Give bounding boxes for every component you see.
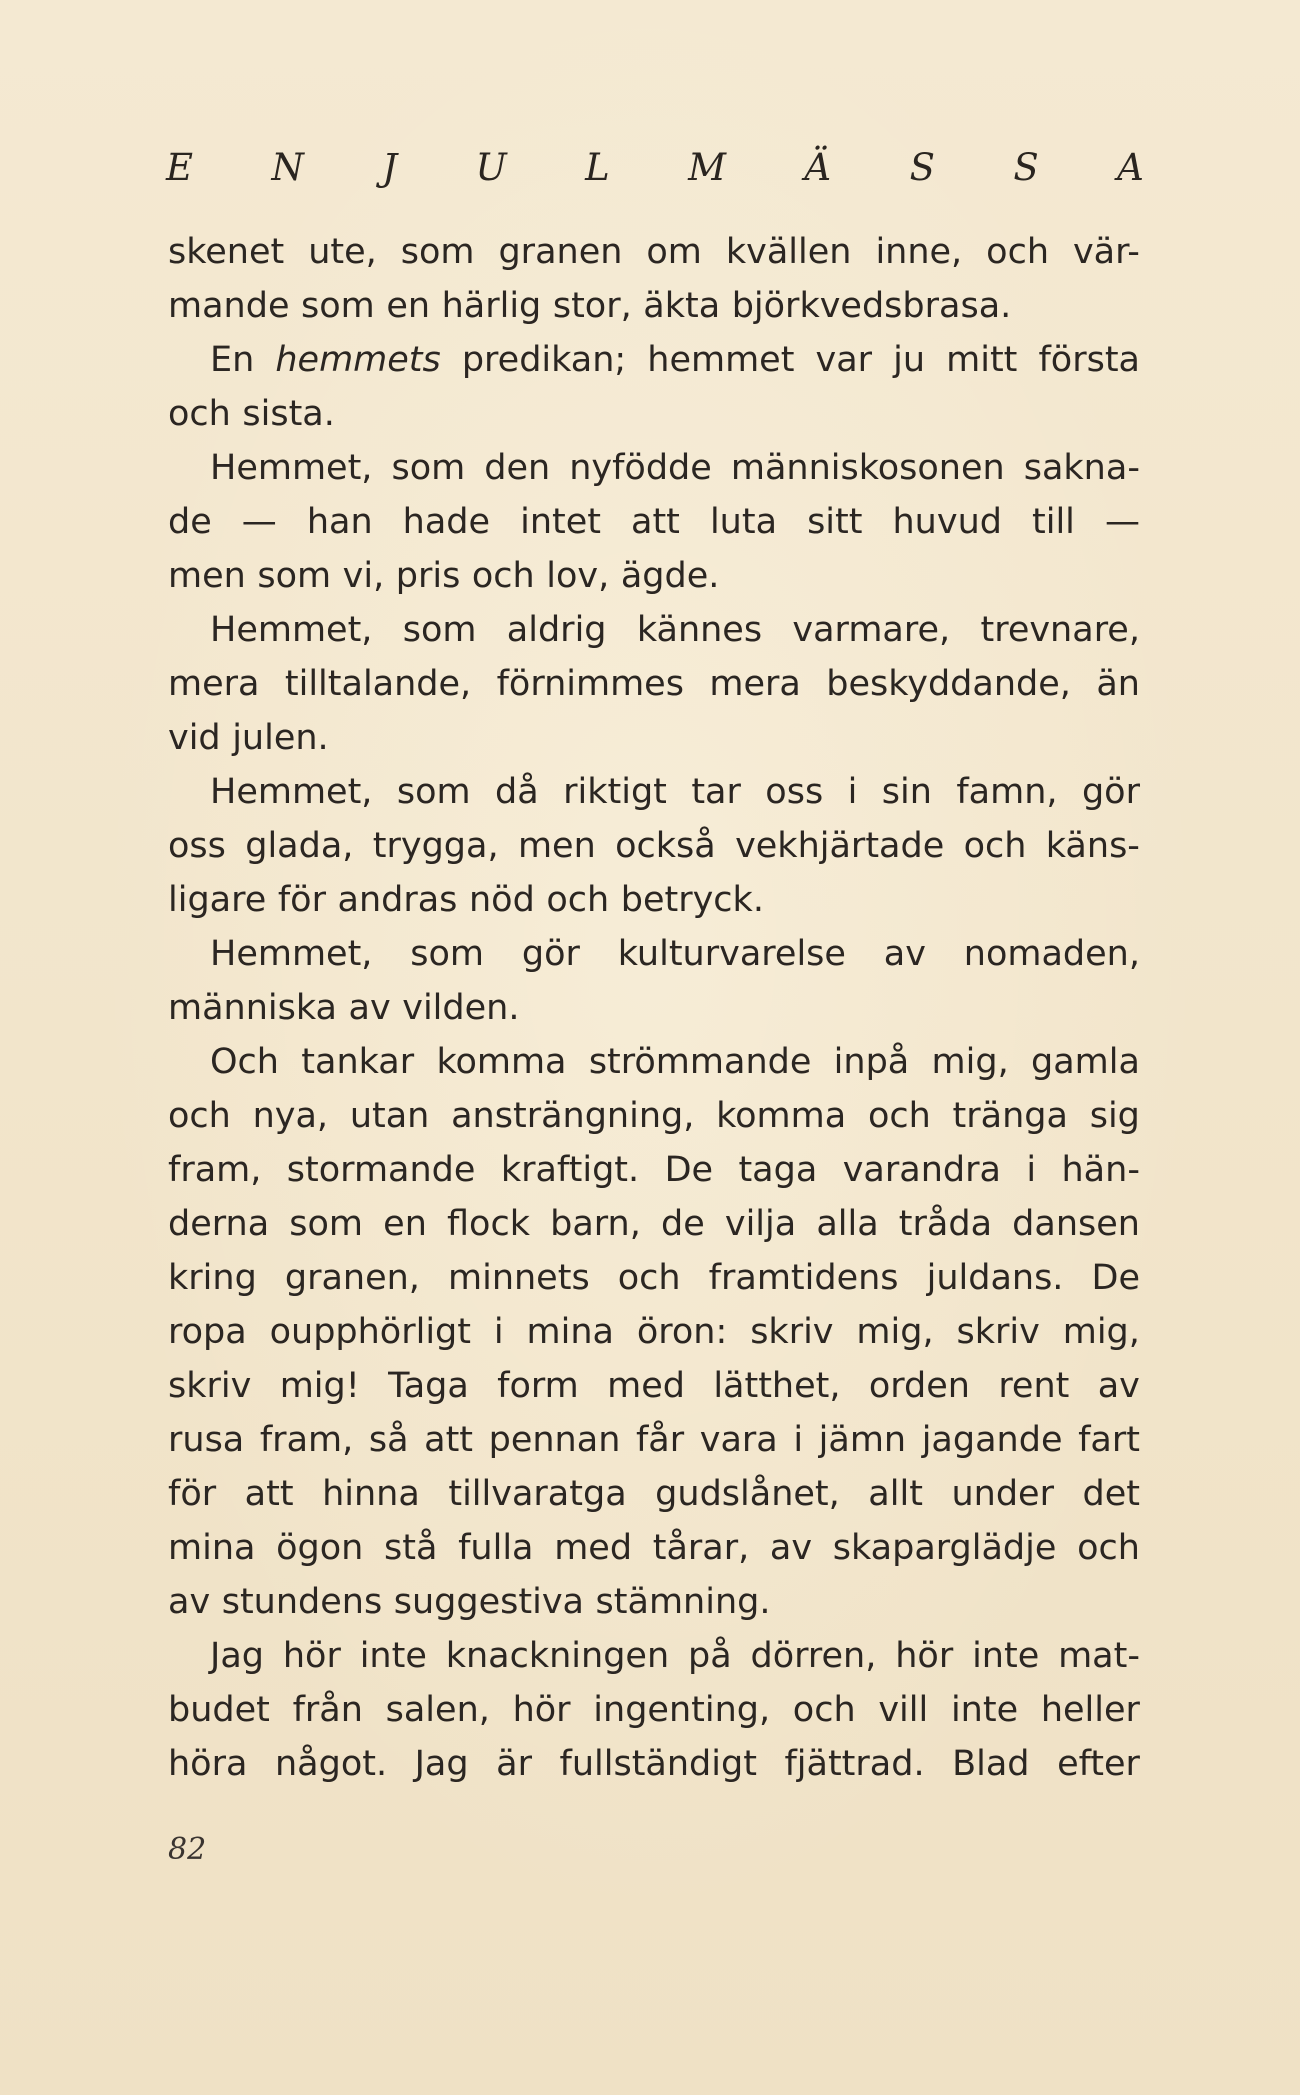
word: utan [349,1096,430,1136]
word: och [471,556,535,596]
word: De [664,1150,714,1190]
word: Och [210,1042,279,1082]
word: vekhjärtade [735,826,945,866]
word: glada, [245,826,354,866]
text-line [168,1251,1140,1305]
word: nyfödde [569,448,712,488]
running-head-letter: Ä [804,145,832,189]
word: av [168,1582,211,1622]
word: granen, [284,1258,420,1298]
text-line [168,1737,1140,1791]
word: hemmets [275,340,441,380]
word: de [660,1204,705,1244]
word: var [815,340,873,380]
word: salen, [385,1690,490,1730]
word: varmare, [792,610,951,650]
word: vilja [724,1204,797,1244]
word: men [168,556,246,596]
text-line [168,1683,1140,1737]
word: ingenting, [593,1690,771,1730]
running-head-letter: L [585,145,610,189]
word: under [951,1474,1054,1514]
word: skriv [168,1366,252,1406]
word: mande [168,286,290,326]
word: gör [521,934,580,974]
word: kännes [636,610,763,650]
word: hän- [1061,1150,1140,1190]
word: dörren, [750,1636,877,1676]
word: mitt [946,340,1018,380]
word: luta [709,502,778,542]
word: öron: [636,1312,728,1352]
word: jagande [921,1420,1063,1460]
word: tillvaratga [448,1474,627,1514]
text-line [168,1305,1140,1359]
word: de [168,502,212,542]
text-line [168,1575,1140,1629]
word: hemmet [647,340,795,380]
word: inte [359,1636,427,1676]
word: mina [168,1528,256,1568]
word: som [402,610,477,650]
word: fullständigt [559,1744,757,1784]
word: vid [168,718,221,758]
word: trevnare, [980,610,1140,650]
word: kvällen [725,232,852,272]
word: pris [395,556,461,596]
word: av [1097,1366,1140,1406]
word: förnimmes [496,664,684,704]
word: oss [168,826,226,866]
word: hade [402,502,491,542]
word: med [554,1528,633,1568]
word: stämning. [595,1582,771,1622]
word: granen [498,232,623,272]
text-line [168,333,1140,387]
word: skriv [750,1312,834,1352]
word: rusa [168,1420,245,1460]
word: fram, [168,1150,262,1190]
word: fart [1078,1420,1140,1460]
word: något. [274,1744,388,1784]
word: av [769,1528,813,1568]
word: med [607,1366,685,1406]
word: nya, [252,1096,329,1136]
running-head-letter: U [475,145,507,189]
text-line [168,1629,1140,1683]
word: människosonen [730,448,1005,488]
running-head-letter: M [688,145,726,189]
word: i [793,1420,804,1460]
word: Hemmet, [210,610,373,650]
word: skriv [956,1312,1040,1352]
word: då [495,772,539,812]
text-line [168,387,1140,441]
word: och [168,394,231,434]
text-line [168,603,1140,657]
word: ögon [276,1528,364,1568]
word: tränga [952,1096,1068,1136]
word: Taga [388,1366,469,1406]
word: ligare [168,880,267,920]
word: men [517,826,596,866]
word: komma [716,1096,847,1136]
word: härlig [441,286,542,326]
word: på [687,1636,732,1676]
word: kring [168,1258,257,1298]
word: sin [881,772,932,812]
word: i [493,1312,504,1352]
text-line [168,1521,1140,1575]
word: fjättrad. [784,1744,925,1784]
word: sista. [242,394,335,434]
word: ägde. [620,556,720,596]
word: till [1032,502,1075,542]
text-line [168,1197,1140,1251]
word: det [1082,1474,1140,1514]
word: att [244,1474,294,1514]
running-head-letter: E [166,145,194,189]
word: Jag [210,1636,264,1676]
word: fram, [259,1420,354,1460]
running-head-letter: J [382,145,398,189]
word: inte [950,1690,1019,1730]
word: — [1104,502,1140,542]
word: juldans. [926,1258,1064,1298]
word: derna [168,1204,270,1244]
word: suggestiva [393,1582,584,1622]
word: vi, [342,556,385,596]
word: lov, [546,556,610,596]
text-line [168,225,1140,279]
word: får [635,1420,685,1460]
word: barn, [550,1204,641,1244]
word: Hemmet, [210,448,373,488]
word: som [301,286,375,326]
word: ropa [168,1312,247,1352]
word: av [348,988,391,1028]
text-line [168,873,1140,927]
word: för [277,880,326,920]
word: vilden. [402,988,520,1028]
word: den [484,448,551,488]
word: äkta [643,286,721,326]
word: som [410,934,485,974]
word: dansen [1012,1204,1140,1244]
word: rent [998,1366,1070,1406]
text-line [168,1413,1140,1467]
word: gamla [1031,1042,1140,1082]
text-line [168,1143,1140,1197]
word: riktigt [563,772,667,812]
word: inte [972,1636,1040,1676]
word: predikan; [461,340,627,380]
word: som [391,448,466,488]
text-line [168,711,1140,765]
word: i [847,772,858,812]
text-line [168,1359,1140,1413]
word: skenet [168,232,285,272]
word: och [867,1096,931,1136]
word: kraftigt. [500,1150,640,1190]
word: mig, [1062,1312,1140,1352]
word: skaparglädje [832,1528,1057,1568]
word: allt [868,1474,923,1514]
word: heller [1040,1690,1140,1730]
word: kulturvarelse [617,934,846,974]
word: vär- [1072,232,1140,272]
word: Jag [414,1744,469,1784]
word: oupphörligt [269,1312,471,1352]
word: jämn [818,1420,907,1460]
word: i [1026,1150,1037,1190]
word: andras [337,880,458,920]
word: trygga, [372,826,499,866]
word: aldrig [506,610,607,650]
word: minnets [448,1258,590,1298]
word: att [424,1420,474,1460]
word: oss [765,772,824,812]
word: och [168,1096,231,1136]
word: inpå [833,1042,910,1082]
text-line [168,1089,1140,1143]
word: form [497,1366,579,1406]
word: nöd [468,880,535,920]
word: och [1077,1528,1140,1568]
word: framtidens [708,1258,899,1298]
word: hinna [322,1474,420,1514]
word: pennan [488,1420,621,1460]
word: från [292,1690,363,1730]
word: knackningen [445,1636,670,1676]
text-line [168,927,1140,981]
word: mera [168,664,260,704]
running-head-letter: S [909,145,935,189]
word: En [210,340,255,380]
word: fulla [458,1528,534,1568]
word: intet [520,502,601,542]
word: gudslånet, [655,1474,840,1514]
word: en [386,286,431,326]
word: sig [1089,1096,1140,1136]
word: stormande [286,1150,476,1190]
word: mig, [856,1312,934,1352]
word: vara [699,1420,778,1460]
word: och [617,1258,681,1298]
word: första [1038,340,1140,380]
page-number: 82 [168,1832,207,1867]
word: för [168,1474,217,1514]
word: julen. [232,718,329,758]
word: sitt [807,502,863,542]
word: ansträngning, [451,1096,695,1136]
word: mig, [931,1042,1009,1082]
word: ute, [308,232,377,272]
word: flock [447,1204,530,1244]
word: famn, [956,772,1058,812]
text-line [168,441,1140,495]
word: taga [738,1150,818,1190]
word: om [646,232,702,272]
word: sakna- [1023,448,1140,488]
word: som [396,772,471,812]
text-line [168,981,1140,1035]
word: människa [168,988,337,1028]
word: nomaden, [963,934,1140,974]
word: stor, [552,286,632,326]
word: tilltalande, [284,664,472,704]
word: björkvedsbrasa. [731,286,1012,326]
word: är [496,1744,532,1784]
running-head-letter: S [1013,145,1039,189]
word: tar [691,772,741,812]
text-line [168,549,1140,603]
word: mig! [279,1366,360,1406]
word: och [986,232,1049,272]
text-line [168,1467,1140,1521]
word: och [963,826,1027,866]
word: som [400,232,475,272]
word: av [883,934,926,974]
word: mera [709,664,801,704]
word: att [631,502,680,542]
word: så [368,1420,409,1460]
word: tråda [898,1204,993,1244]
text-line [168,495,1140,549]
word: hör [895,1636,954,1676]
word: stundens [221,1582,383,1622]
word: mina [526,1312,614,1352]
word: efter [1057,1744,1140,1784]
word: ju [893,340,926,380]
text-line [168,819,1140,873]
word: och [792,1690,856,1730]
word: komma [436,1042,567,1082]
word: vill [878,1690,929,1730]
word: orden [868,1366,970,1406]
running-head-letter: A [1117,145,1144,189]
word: mat- [1058,1636,1140,1676]
word: betryck. [620,880,764,920]
word: tårar, [652,1528,750,1568]
word: inne, [875,232,963,272]
text-line [168,279,1140,333]
word: som [289,1204,364,1244]
word: varandra [842,1150,1001,1190]
word: han [306,502,373,542]
word: en [383,1204,427,1244]
word: tankar [301,1042,415,1082]
running-head-letter: N [271,145,304,189]
text-line [168,1035,1140,1089]
word: huvud [892,502,1002,542]
word: käns- [1045,826,1140,866]
word: alla [816,1204,879,1244]
word: Hemmet, [210,772,373,812]
word: — [241,502,277,542]
word: Hemmet, [210,934,373,974]
word: höra [168,1744,248,1784]
text-line [168,657,1140,711]
body-text [168,225,1140,1791]
word: också [615,826,716,866]
word: än [1096,664,1140,704]
text-line [168,765,1140,819]
word: hör [282,1636,341,1676]
word: lätthet, [713,1366,841,1406]
word: strömmande [588,1042,812,1082]
word: stå [384,1528,438,1568]
word: Blad [952,1744,1030,1784]
word: hör [512,1690,571,1730]
word: och [546,880,610,920]
word: beskyddande, [826,664,1071,704]
word: som [257,556,332,596]
word: gör [1081,772,1140,812]
running-head [166,142,1144,192]
word: De [1091,1258,1140,1298]
word: budet [168,1690,270,1730]
